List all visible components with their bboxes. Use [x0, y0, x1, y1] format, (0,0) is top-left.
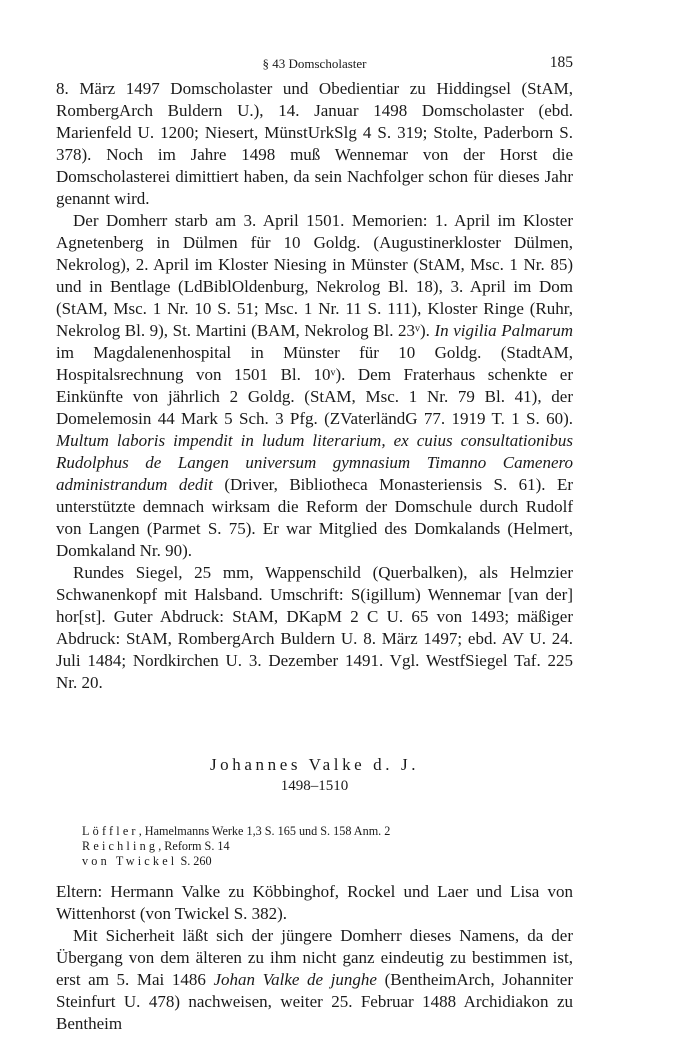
literature-item — [82, 824, 573, 839]
latin-phrase: In vigilia Palmarum — [434, 321, 573, 340]
book-page — [56, 48, 573, 1035]
main-text — [56, 78, 573, 694]
latin-quote: Multum laboris impendit in ludum literarium, ex cuius consultationibus Rudolphus de Langen universum gymnasium Timanno Camenero administrandum dedit — [56, 431, 573, 494]
page-number: 185 — [549, 54, 573, 71]
literature-author: von Twickel — [82, 854, 178, 868]
paragraph-seal: Rundes Siegel, 25 mm, Wappenschild (Querbalken), als Helmzier Schwanenkopf mit Halsband. Umschrift: S(igillum) Wennemar [van der] hor[st]. Guter Abdruck: StAM, DKapM 2 C U. 65 von 1493; mäßiger Abdruck: StAM, RombergArch Buldern U. 8. März 1497; ebd. AV U. 24. Juli 1484; Nordkirchen U. 3. Dezember 1491. Vgl. WestfSiegel Taf. 225 Nr. 20. — [56, 563, 573, 692]
running-header — [56, 48, 573, 78]
running-title: § 43 Domscholaster — [262, 56, 367, 71]
literature-ref: , Reform S. 14 — [158, 839, 230, 853]
literature-author: Reichling — [82, 839, 159, 853]
name-variant: Johan Valke de junghe — [213, 970, 377, 989]
literature-item — [82, 854, 573, 869]
literature-item — [82, 839, 573, 854]
paragraph-parents: Eltern: Hermann Valke zu Köbbinghof, Rockel und Laer und Lisa von Wittenhorst (von Twickel S. 382). — [56, 882, 573, 923]
entry-heading-years: 1498–1510 — [280, 778, 349, 794]
text-run: im Magdalenenhospital in Münster für 10 Goldg. (StadtAM, Hospitalsrechnung von 1501 Bl. 10ᵛ). Dem Fraterhaus schenkte er Einkünfte von jährlich 2 Goldg. (StAM, Msc. 1 Nr. 79 Bl. 41), der Domelemosin 44 Mark 5 Sch. 3 Pfg. (ZVaterländG 77. 1919 T. 1 S. 60). — [56, 343, 573, 428]
literature-ref: , Hamelmanns Werke 1,3 S. 165 und S. 158 Anm. 2 — [138, 824, 391, 838]
entry-text — [56, 881, 573, 1035]
text-run: (Driver, Bibliotheca Monasteriensis S. 61). Er unterstützte demnach wirksam die Reform der Domschule durch Rudolf von Langen (Parmet S. 75). Er war Mitglied des Domkalands (Helmert, Domkaland Nr. 90). — [56, 475, 574, 560]
paragraph-continuation: 8. März 1497 Domscholaster und Obedientiar zu Hiddingsel (StAM, RombergArch Buldern U.), 14. Januar 1498 Domscholaster (ebd. Marienfeld U. 1200; Niesert, MünstUrkSlg 4 S. 319; Stolte, Paderborn S. 378). Noch im Jahre 1498 muß Wennemar von der Horst die Domscholasterei dimittiert haben, da sein Nachfolger schon für dieses Jahr genannt wird. — [56, 79, 573, 208]
text-run: Mit Sicherheit läßt sich der jüngere Domherr dieses Namens, da der Übergang von dem älteren zu ihm nicht ganz eindeutig zu bestimmen ist, erst am 5. Mai 1486 — [56, 926, 573, 989]
literature-list — [56, 824, 573, 869]
entry-heading-name: Johannes Valke d. J. — [209, 755, 420, 774]
literature-ref: S. 260 — [177, 854, 212, 868]
text-run: (BentheimArch, Johanniter Steinfurt U. 478) nachweisen, weiter 25. Februar 1488 Archidiakon zu Bentheim — [56, 970, 574, 1033]
paragraph-death-memorials — [56, 210, 573, 562]
paragraph-identification — [56, 925, 573, 1035]
text-run: Der Domherr starb am 3. April 1501. Memorien: 1. April im Kloster Agnetenberg in Dülmen für 10 Goldg. (Augustinerkloster Dülmen, Nekrolog), 2. April im Kloster Niesing in Münster (StAM, Msc. 1 Nr. 85) und in Bentlage (LdBiblOldenburg, Nekrolog Bl. 18), 3. April im Dom (StAM, Msc. 1 Nr. 10 S. 51; Msc. 1 Nr. 11 S. 111), Kloster Ringe (Ruhr, Nekrolog Bl. 9), St. Martini (BAM, Nekrolog Bl. 23ᵛ). — [56, 211, 573, 340]
literature-author: Löffler — [82, 824, 139, 838]
